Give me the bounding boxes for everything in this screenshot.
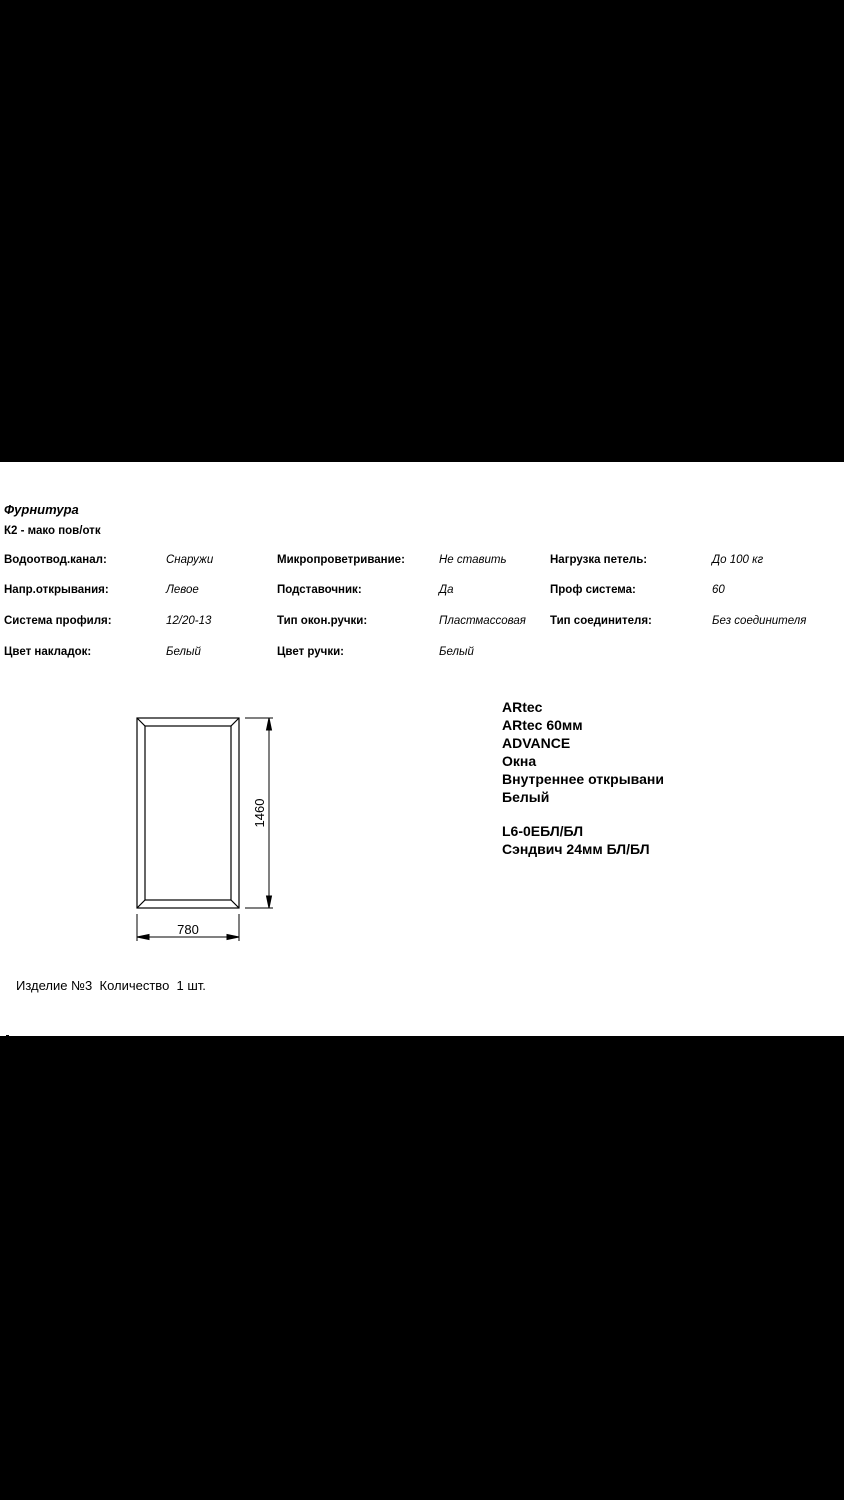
param-value-cover-color: Белый xyxy=(166,646,201,658)
corner-mark xyxy=(6,1035,9,1036)
window-drawing xyxy=(0,462,844,1036)
param-label-handle-type: Тип окон.ручки: xyxy=(277,615,368,627)
frame-outer xyxy=(137,718,239,908)
height-arrow-bottom xyxy=(267,896,272,908)
frame-corner-tr xyxy=(231,718,239,726)
param-value-drain: Снаружи xyxy=(166,554,214,566)
param-label-drain: Водоотвод.канал: xyxy=(4,554,107,566)
param-label-cover-color: Цвет накладок: xyxy=(4,646,92,658)
frame-corner-tl xyxy=(137,718,145,726)
param-value-opening-direction: Левое xyxy=(166,584,199,596)
spec-line: ADVANCE xyxy=(502,735,571,751)
product-footer: Изделие №3 Количество 1 шт. xyxy=(16,978,206,993)
param-value-handle-color: Белый xyxy=(439,646,474,658)
param-label-profile-system-size: Проф система: xyxy=(550,584,636,596)
width-arrow-right xyxy=(227,935,239,940)
glass-line: L6-0ЕБЛ/БЛ xyxy=(502,823,584,839)
param-label-stand: Подставочник: xyxy=(277,584,362,596)
spec-line: ARtec xyxy=(502,699,543,715)
section-title: Фурнитура xyxy=(4,502,79,517)
fitting-type: К2 - мако пов/отк xyxy=(4,525,101,537)
param-value-profile-system: 12/20-13 xyxy=(166,615,212,627)
spec-line: ARtec 60мм xyxy=(502,717,583,733)
param-value-profile-system-size: 60 xyxy=(712,584,725,596)
param-value-hinge-load: До 100 кг xyxy=(712,554,764,566)
spec-line: Белый xyxy=(502,789,550,805)
glass-line: Сэндвич 24мм БЛ/БЛ xyxy=(502,841,650,857)
param-label-hinge-load: Нагрузка петель: xyxy=(550,554,648,566)
width-dim-label: 780 xyxy=(177,922,199,937)
spec-block xyxy=(502,698,664,858)
param-label-opening-direction: Напр.открывания: xyxy=(4,584,109,596)
width-arrow-left xyxy=(137,935,149,940)
window-frame xyxy=(137,718,239,908)
frame-corner-br xyxy=(231,900,239,908)
height-arrow-top xyxy=(267,718,272,730)
param-label-handle-color: Цвет ручки: xyxy=(277,646,344,658)
spec-line: Внутреннее открывани xyxy=(502,771,664,787)
param-value-stand: Да xyxy=(439,584,454,596)
document-page xyxy=(0,462,844,1036)
param-label-profile-system: Система профиля: xyxy=(4,615,112,627)
param-value-micro-vent: Не ставить xyxy=(439,554,507,566)
spec-gap xyxy=(502,806,664,822)
spec-line: Окна xyxy=(502,753,537,769)
height-dim-label: 1460 xyxy=(252,798,267,828)
param-value-connector-type: Без соединителя xyxy=(712,615,807,627)
param-label-connector-type: Тип соединителя: xyxy=(550,615,652,627)
param-label-micro-vent: Микропроветривание: xyxy=(277,554,405,566)
frame-corner-bl xyxy=(137,900,145,908)
param-value-handle-type: Пластмассовая xyxy=(439,615,526,627)
frame-inner xyxy=(145,726,231,900)
